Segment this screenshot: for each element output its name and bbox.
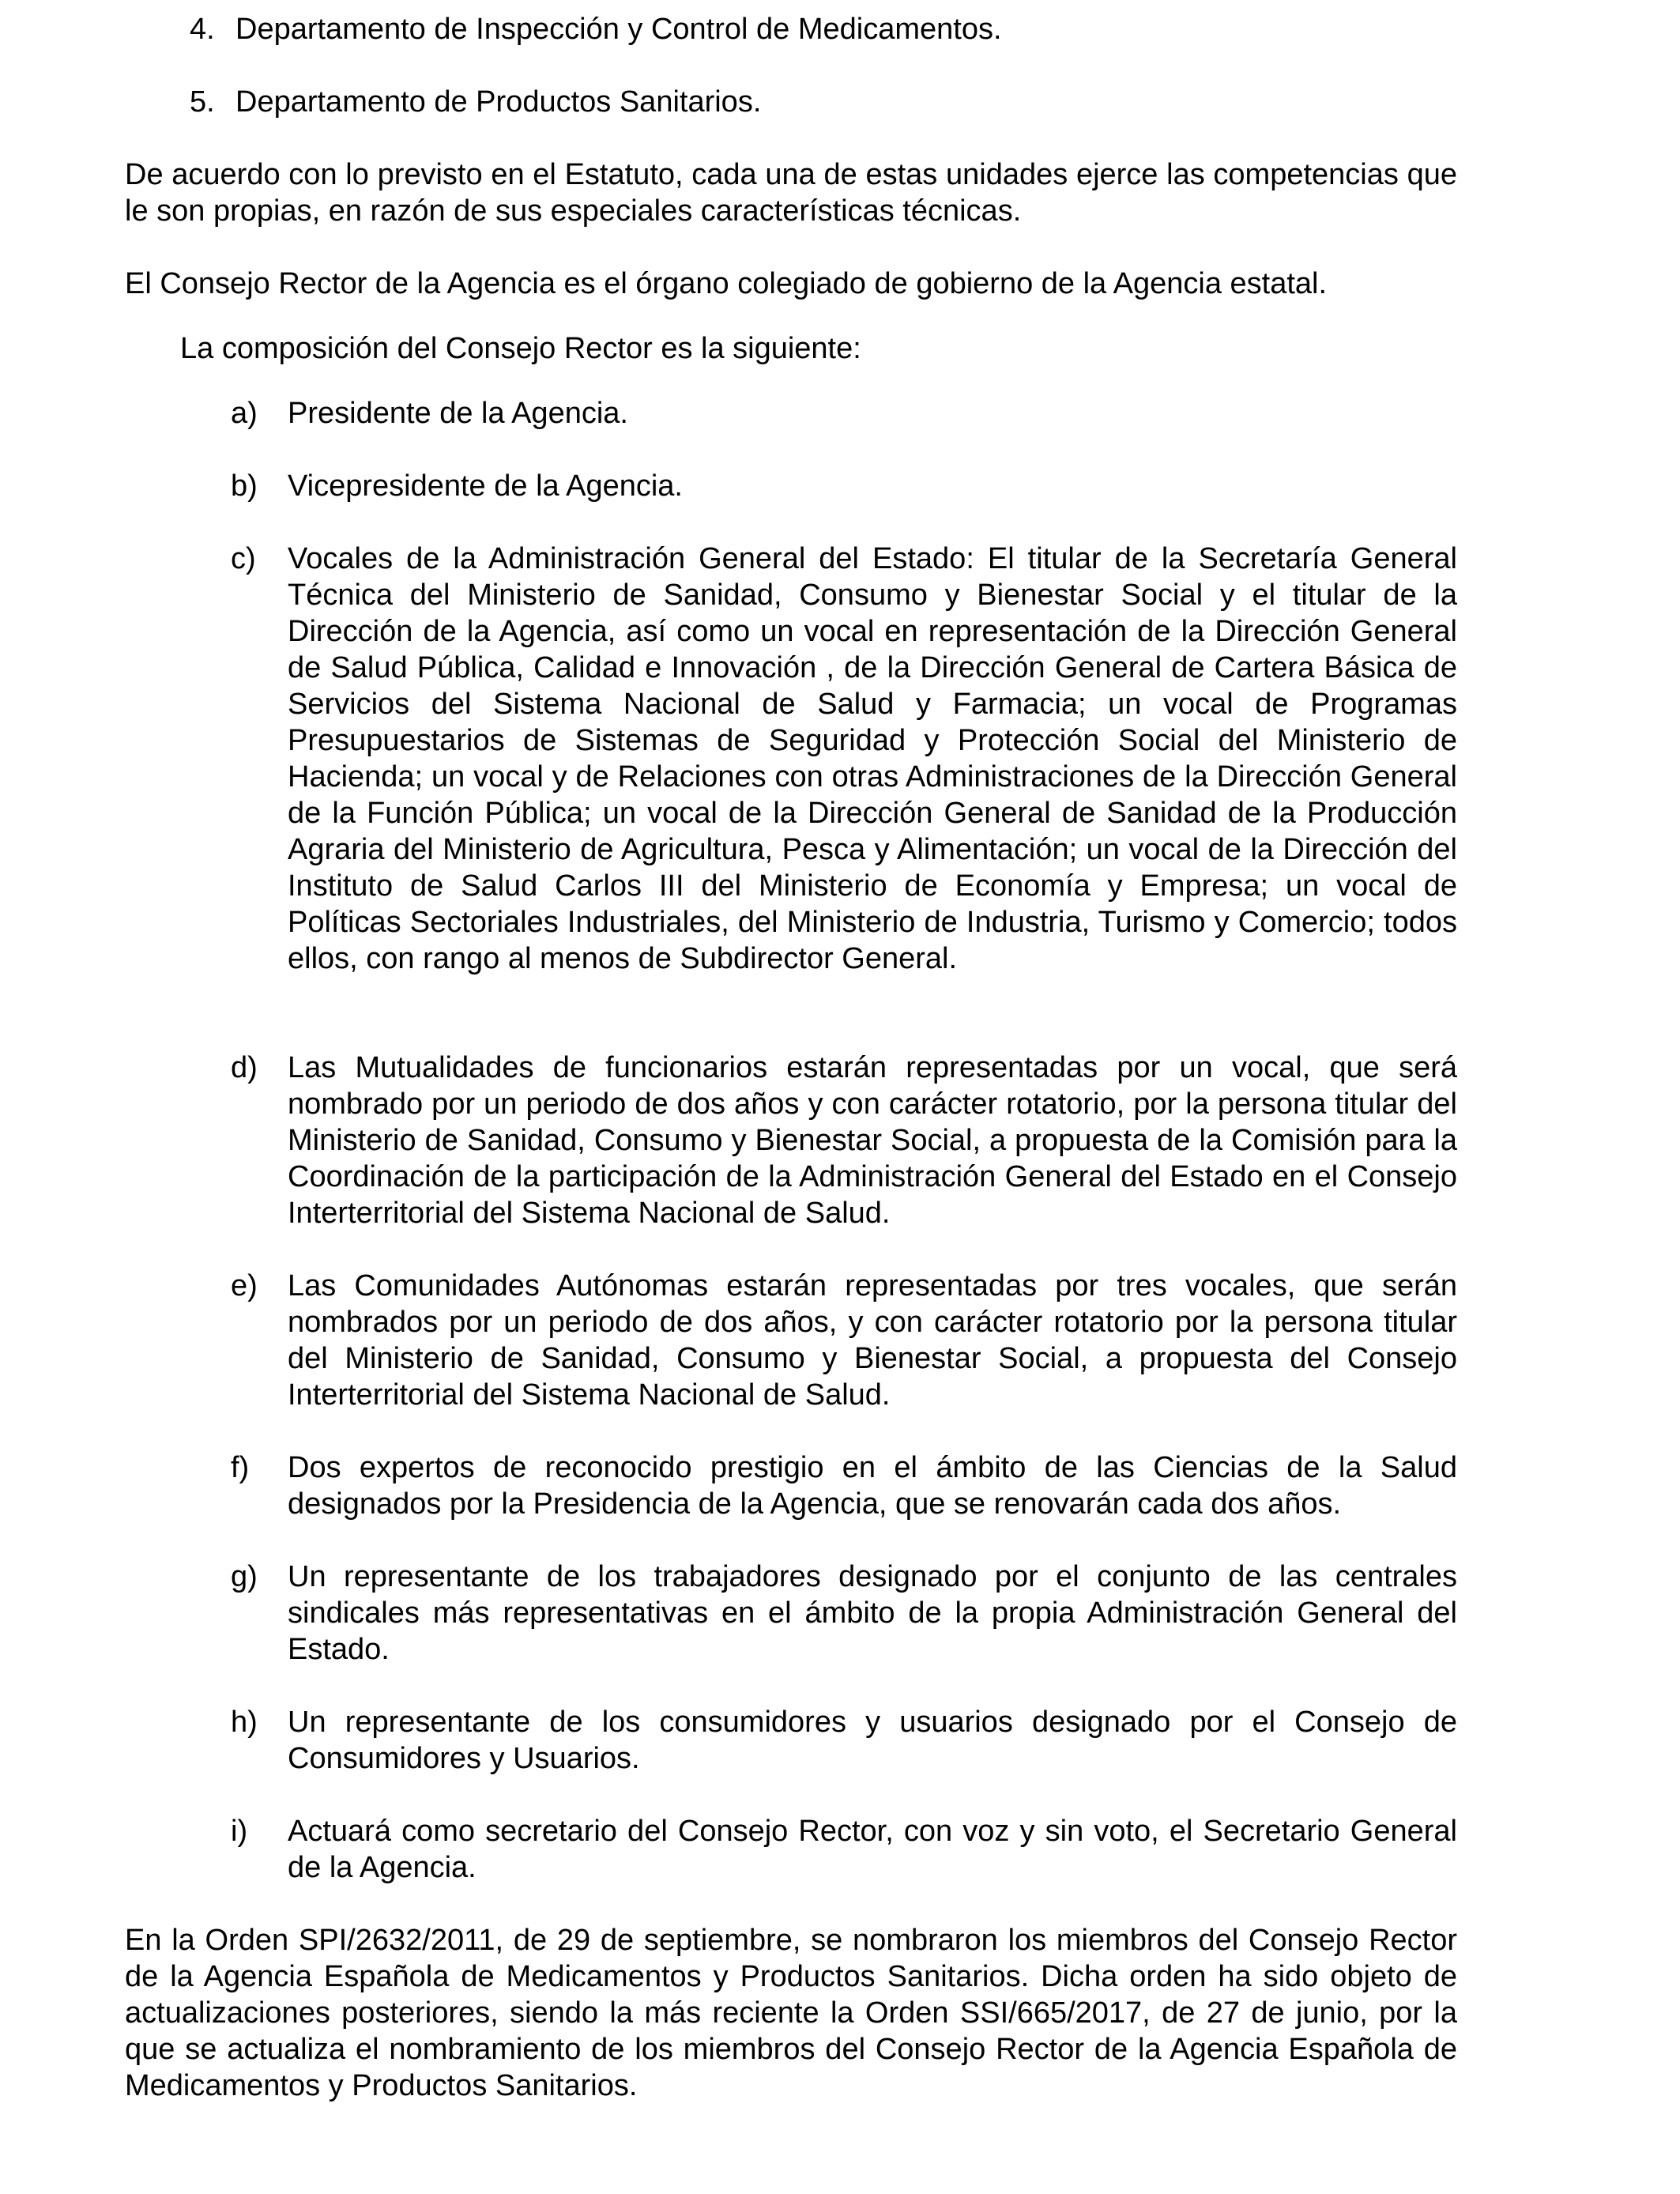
paragraph-estatuto: De acuerdo con lo previsto en el Estatuto, cada una de estas unidades ejerce las competencias que le son propias, en razón de sus especiales características técnicas. xyxy=(125,158,1457,228)
numbered-item-4 xyxy=(190,11,1454,47)
list-item-text: Las Mutualidades de funcionarios estarán representadas por un vocal, que será nombrado por un periodo de dos años y con carácter rotatorio, por la persona titular del Ministerio de Sanidad, Consumo y Bienestar Social, a propuesta de la Comisión para la Coordinación de la participación de la Administración General del Estado en el Consejo Interterritorial del Sistema Nacional de Salud. xyxy=(288,1051,1457,1230)
list-item-text: Un representante de los consumidores y usuarios designado por el Consejo de Consumidores y Usuarios. xyxy=(288,1706,1457,1775)
list-item-text: Dos expertos de reconocido prestigio en el ámbito de las Ciencias de la Salud designados por la Presidencia de la Agencia, que se renovarán cada dos años. xyxy=(288,1451,1457,1521)
paragraph-composicion: La composición del Consejo Rector es la siguiente: xyxy=(180,332,861,365)
list-marker: b) xyxy=(231,469,258,503)
list-item-text: Las Comunidades Autónomas estarán representadas por tres vocales, que serán nombrados por un periodo de dos años, y con carácter rotatorio por la persona titular del Ministerio de Sanidad, Consumo y Bienestar Social, a propuesta del Consejo Interterritorial del Sistema Nacional de Salud. xyxy=(288,1269,1457,1412)
list-marker: f) xyxy=(231,1451,250,1484)
list-marker: g) xyxy=(231,1560,258,1593)
list-item-text: Un representante de los trabajadores designado por el conjunto de las centrales sindicales más representativas en el ámbito de la propia Administración General del Estado. xyxy=(288,1560,1457,1666)
numbered-item-number: 5. xyxy=(190,85,215,119)
paragraph-orden: En la Orden SPI/2632/2011, de 29 de septiembre, se nombraron los miembros del Consejo Rector de la Agencia Española de Medicamentos y Productos Sanitarios. Dicha orden ha sido objeto de actualizaciones posteriores, siendo la más reciente la Orden SSI/665/2017, de 27 de junio, por la que se actualiza el nombramiento de los miembros del Consejo Rector de la Agencia Española de Medicamentos y Productos Sanitarios. xyxy=(125,1924,1457,2102)
list-item-text: Actuará como secretario del Consejo Rector, con voz y sin voto, el Secretario General de la Agencia. xyxy=(288,1815,1457,1884)
numbered-item-5 xyxy=(190,84,1454,120)
numbered-item-text: Departamento de Inspección y Control de Medicamentos. xyxy=(235,13,1002,46)
list-marker: h) xyxy=(231,1706,258,1739)
list-item-text: Vicepresidente de la Agencia. xyxy=(288,469,683,503)
list-marker: d) xyxy=(231,1051,258,1084)
list-marker: a) xyxy=(231,397,258,430)
numbered-item-text: Departamento de Productos Sanitarios. xyxy=(235,85,762,119)
numbered-item-number: 4. xyxy=(190,13,215,46)
list-marker: e) xyxy=(231,1269,258,1302)
list-marker: c) xyxy=(231,542,256,575)
list-marker: i) xyxy=(231,1815,248,1848)
paragraph-consejo-rector: El Consejo Rector de la Agencia es el órgano colegiado de gobierno de la Agencia estatal. xyxy=(125,267,1328,300)
list-item-text: Presidente de la Agencia. xyxy=(288,397,628,430)
list-item-text: Vocales de la Administración General del Estado: El titular de la Secretaría General Técnica del Ministerio de Sanidad, Consumo y Bienestar Social y el titular de la Dirección de la Agencia, así como un vocal en representación de la Dirección General de Salud Pública, Calidad e Innovación , de la Dirección General de Cartera Básica de Servicios del Sistema Nacional de Salud y Farmacia; un vocal de Programas Presupuestarios de Sistemas de Seguridad y Protección Social del Ministerio de Hacienda; un vocal y de Relaciones con otras Administraciones de la Dirección General de la Función Pública; un vocal de la Dirección General de Sanidad de la Producción Agraria del Ministerio de Agricultura, Pesca y Alimentación; un vocal de la Dirección del Instituto de Salud Carlos III del Ministerio de Economía y Empresa; un vocal de Políticas Sectoriales Industriales, del Ministerio de Industria, Turismo y Comercio; todos ellos, con rango al menos de Subdirector General. xyxy=(288,542,1457,975)
